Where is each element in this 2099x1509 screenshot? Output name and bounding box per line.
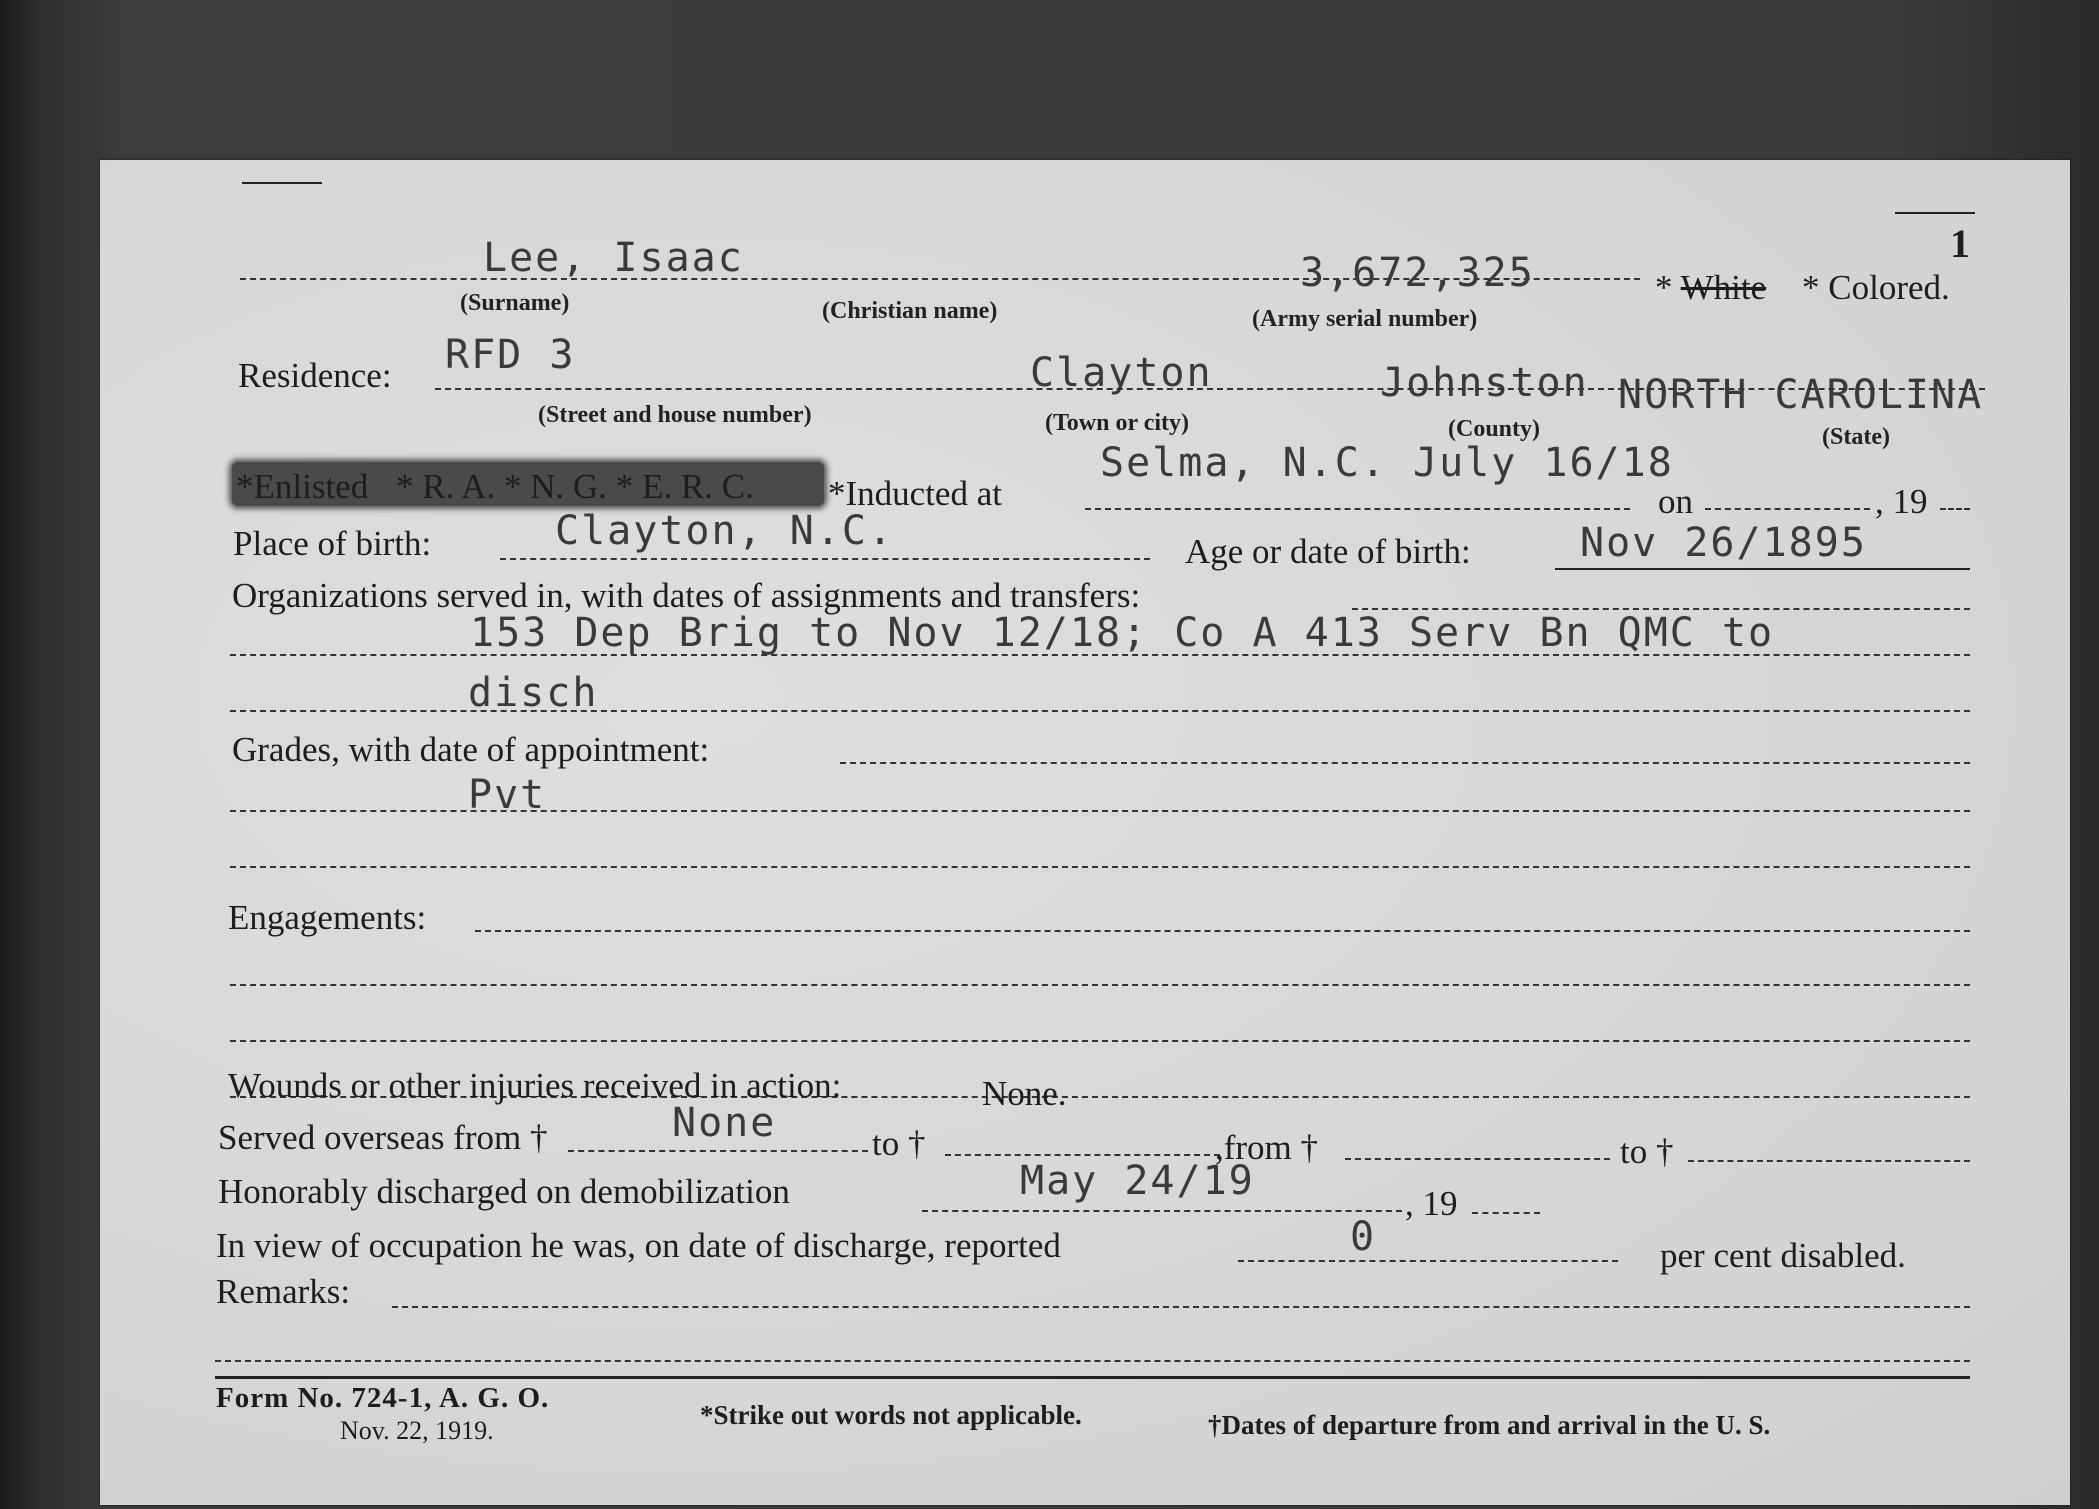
form-date: Nov. 22, 1919. [340,1416,494,1445]
disability-line [1238,1260,1618,1262]
footnote-strike-out: *Strike out words not applicable. [700,1400,1082,1430]
date-of-birth-line [1555,568,1970,570]
town-caption: (Town or city) [1045,410,1189,436]
inducted-year-line [1940,508,1970,510]
organizations-value-2: disch [468,670,599,716]
organizations-label: Organizations served in, with dates of assignments and transfers: [232,576,1141,615]
inducted-line [1085,508,1630,510]
top-left-rule [242,182,322,184]
engagements-line-0 [475,930,1970,932]
wounds-value: None. [982,1074,1067,1113]
residence-line [435,388,1985,390]
organizations-line-1 [230,654,1970,656]
disability-suffix: per cent disabled. [1660,1236,1906,1275]
county-caption: (County) [1448,416,1541,442]
christian-name-caption: (Christian name) [822,298,998,324]
residence-state-value: NORTH CAROLINA [1618,372,1984,418]
discharge-year-label: , 19 [1405,1184,1458,1223]
name-value: Lee, Isaac [483,235,744,281]
form-number: Form No. 724-1, A. G. O. [216,1382,550,1414]
overseas-to-line [945,1154,1220,1156]
overseas-from-value: None [672,1100,777,1146]
discharge-year-line [1472,1212,1540,1214]
residence-label: Residence: [238,356,392,395]
date-of-birth-value: Nov 26/1895 [1580,520,1867,566]
street-caption: (Street and house number) [538,402,812,428]
inducted-on-label: on [1658,482,1693,521]
disability-label: In view of occupation he was, on date of discharge, reported [216,1226,1061,1265]
remarks-label: Remarks: [216,1272,351,1311]
date-of-birth-label: Age or date of birth: [1185,532,1471,571]
enlisted-option: *Enlisted [236,467,369,506]
overseas-from-label: Served overseas from † [218,1118,548,1157]
remarks-line-1 [215,1360,1970,1362]
discharge-line [922,1210,1402,1212]
organizations-value-1: 153 Dep Brig to Nov 12/18; Co A 413 Serv Bn QMC to [470,610,1775,656]
serial-number-value: 3,672,325 [1300,250,1535,296]
wounds-label: Wounds or other injuries received in action: [228,1066,842,1105]
service-branch-options: * R. A. * N. G. * E. R. C. [396,467,754,506]
grades-line-0 [840,762,1970,764]
grades-line-2 [230,866,1970,868]
surname-caption: (Surname) [460,290,570,316]
race-colored-option: * Colored. [1802,268,1950,307]
inducted-year-label: , 19 [1875,482,1928,521]
overseas-to2-line [1688,1160,1970,1162]
residence-town-value: Clayton [1030,350,1213,396]
engagements-label: Engagements: [228,898,427,937]
inducted-value: Selma, N.C. July 16/18 [1100,440,1674,486]
grades-label: Grades, with date of appointment: [232,730,710,769]
place-of-birth-value: Clayton, N.C. [555,508,895,554]
overseas-from2-line [1345,1158,1610,1160]
place-of-birth-label: Place of birth: [233,524,432,563]
discharge-label: Honorably discharged on demobilization [218,1172,790,1211]
engagements-line-1 [230,984,1970,986]
grades-line-1 [230,810,1970,812]
footnote-dates: †Dates of departure from and arrival in the U. S. [1208,1410,1771,1440]
inducted-label: *Inducted at [828,474,1002,513]
state-caption: (State) [1822,424,1890,450]
discharge-value: May 24/19 [1020,1158,1255,1204]
race-white-struck: White [1680,268,1767,307]
grades-value: Pvt [468,772,547,818]
footer-separator [215,1376,1970,1379]
organizations-line-2 [230,710,1970,712]
serial-caption: (Army serial number) [1252,306,1478,332]
top-right-rule [1895,212,1975,214]
card-number: 1 [1950,221,1970,266]
overseas-to2-label: to † [1620,1132,1674,1171]
disability-value: 0 [1350,1214,1377,1260]
residence-street-value: RFD 3 [445,332,576,378]
residence-county-value: Johnston [1380,360,1589,406]
race-white-option: * White [1655,268,1767,307]
engagements-line-2 [230,1040,1970,1042]
remarks-line-0 [392,1306,1970,1308]
inducted-on-line [1705,508,1870,510]
service-record-card [100,160,2070,1505]
overseas-to-label: to † [872,1124,926,1163]
overseas-from2-label: ,from † [1215,1128,1319,1167]
place-of-birth-line [500,558,1150,560]
overseas-from-line [568,1150,868,1152]
